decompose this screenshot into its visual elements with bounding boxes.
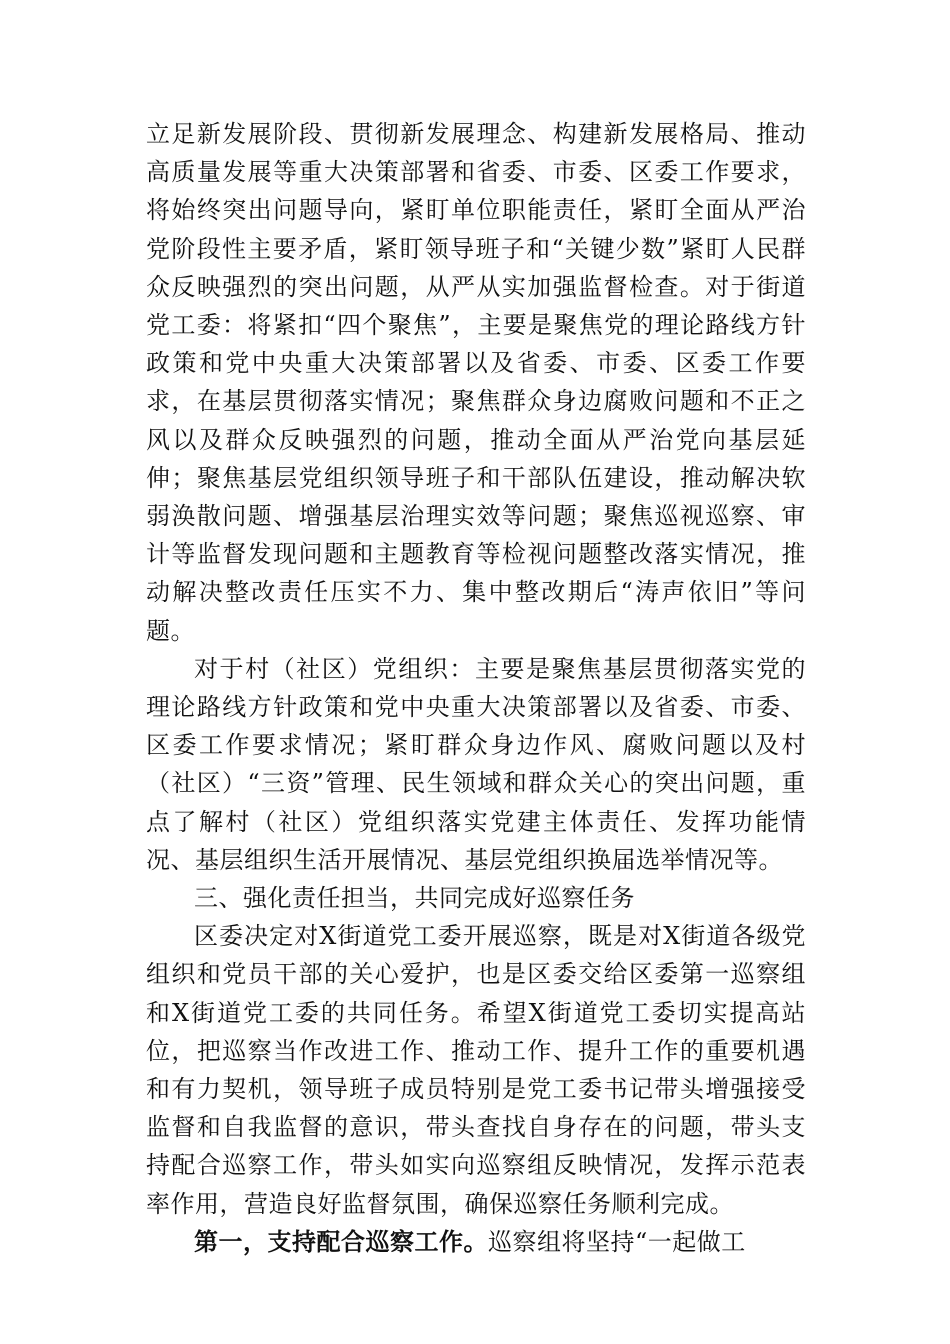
section-heading-3: 三、强化责任担当，共同完成好巡察任务 [194,884,635,913]
document-body [146,115,806,1261]
paragraph-first-point [146,1223,806,1261]
paragraph-responsibility: 区委决定对X街道党工委开展巡察，既是对X街道各级党组织和党员干部的关心爱护，也是区委交给区委第一巡察组和X街道党工委的共同任务。希望X街道党工委切实提高站位，把巡察当作改进工作、推动工作、提升工作的重要机遇和有力契机，领导班子成员特别是党工委书记带头增强接受监督和自我监督的意识，带头查找自身存在的问题，带头支持配合巡察工作，带头如实向巡察组反映情况，发挥示范表率作用，营造良好监督氛围，确保巡察任务顺利完成。 [146,922,806,1218]
first-point-lead: 第一，支持配合巡察工作。 [194,1227,488,1256]
first-point-text: 巡察组将坚持“一起做工 [488,1227,746,1256]
paragraph-village-community: 对于村（社区）党组织：主要是聚焦基层贯彻落实党的理论路线方针政策和党中央重大决策部署以及省委、市委、区委工作要求情况；紧盯群众身边作风、腐败问题以及村（社区）“三资”管理、民生领域和群众关心的突出问题，重点了解村（社区）党组织落实党建主体责任、发挥功能情况、基层组织生活开展情况、基层党组织换届选举情况等。 [146,654,806,874]
paragraph-continuation: 立足新发展阶段、贯彻新发展理念、构建新发展格局、推动高质量发展等重大决策部署和省委、市委、区委工作要求，将始终突出问题导向，紧盯单位职能责任，紧盯全面从严治党阶段性主要矛盾，紧盯领导班子和“关键少数”紧盯人民群众反映强烈的突出问题，从严从实加强监督检查。对于街道党工委：将紧扣“四个聚焦”，主要是聚焦党的理论路线方针政策和党中央重大决策部署以及省委、市委、区委工作要求，在基层贯彻落实情况；聚焦群众身边腐败问题和不正之风以及群众反映强烈的问题，推动全面从严治党向基层延伸；聚焦基层党组织领导班子和干部队伍建设，推动解决软弱涣散问题、增强基层治理实效等问题；聚焦巡视巡察、审计等监督发现问题和主题教育等检视问题整改落实情况，推动解决整改责任压实不力、集中整改期后“涛声依旧”等问题。 [146,120,806,645]
